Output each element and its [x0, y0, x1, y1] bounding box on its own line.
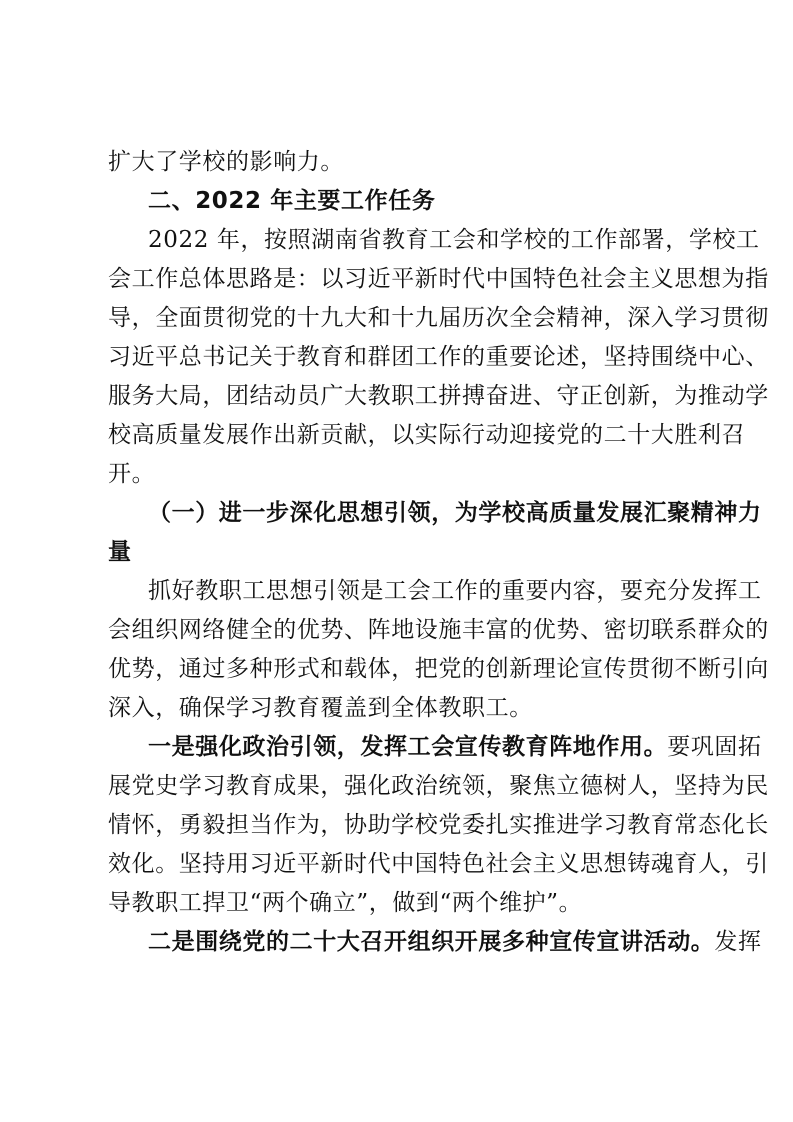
paragraph-line: 扩大了学校的影响力。: [108, 149, 344, 175]
paragraph-line: 2022 年，按照湖南省教育工会和学校的工作部署，学校工: [148, 227, 760, 253]
paragraph-line: 优势，通过多种形式和载体，把党的创新理论宣传贯彻不断引向: [108, 656, 769, 682]
paragraph-line: 情怀，勇毅担当作为，协助学校党委扎实推进学习教育常态化长: [108, 812, 769, 838]
paragraph-line: 导教职工捍卫“两个确立”，做到“两个维护”。: [108, 890, 583, 916]
subsection-heading-cont: 量: [108, 538, 132, 565]
paragraph-line: [148, 732, 762, 762]
paragraph-line: 习近平总书记关于教育和群团工作的重要论述，坚持围绕中心、: [108, 344, 769, 370]
paragraph-line: 效化。坚持用习近平新时代中国特色社会主义思想铸魂育人，引: [108, 851, 769, 877]
section-heading: 二、2022 年主要工作任务: [148, 188, 436, 214]
paragraph-line: 导，全面贯彻党的十九大和十九届历次全会精神，深入学习贯彻: [108, 305, 769, 331]
paragraph-line: 深入，确保学习教育覆盖到全体教职工。: [108, 695, 533, 721]
paragraph-line: 会工作总体思路是：以习近平新时代中国特色社会主义思想为指: [108, 266, 769, 292]
paragraph-line: 校高质量发展作出新贡献，以实际行动迎接党的二十大胜利召: [108, 422, 746, 448]
paragraph-line: 抓好教职工思想引领是工会工作的重要内容，要充分发挥工: [148, 578, 762, 604]
paragraph-line: 会组织网络健全的优势、阵地设施丰富的优势、密切联系群众的: [108, 617, 769, 643]
paragraph-text: 发挥: [714, 929, 762, 955]
paragraph-line: 开。: [108, 461, 156, 487]
paragraph-line: [148, 927, 762, 957]
bold-lead: 一是强化政治引领，发挥工会宣传教育阵地作用。: [148, 734, 668, 760]
subsection-heading: （一）进一步深化思想引领，为学校高质量发展汇聚精神力: [148, 499, 762, 526]
paragraph-text: 要巩固拓: [667, 734, 762, 760]
paragraph-line: 展党史学习教育成果，强化政治统领，聚焦立德树人，坚持为民: [108, 773, 769, 799]
bold-lead: 二是围绕党的二十大召开组织开展多种宣传宣讲活动。: [148, 929, 715, 955]
paragraph-line: 服务大局，团结动员广大教职工拼搏奋进、守正创新，为推动学: [108, 383, 769, 409]
